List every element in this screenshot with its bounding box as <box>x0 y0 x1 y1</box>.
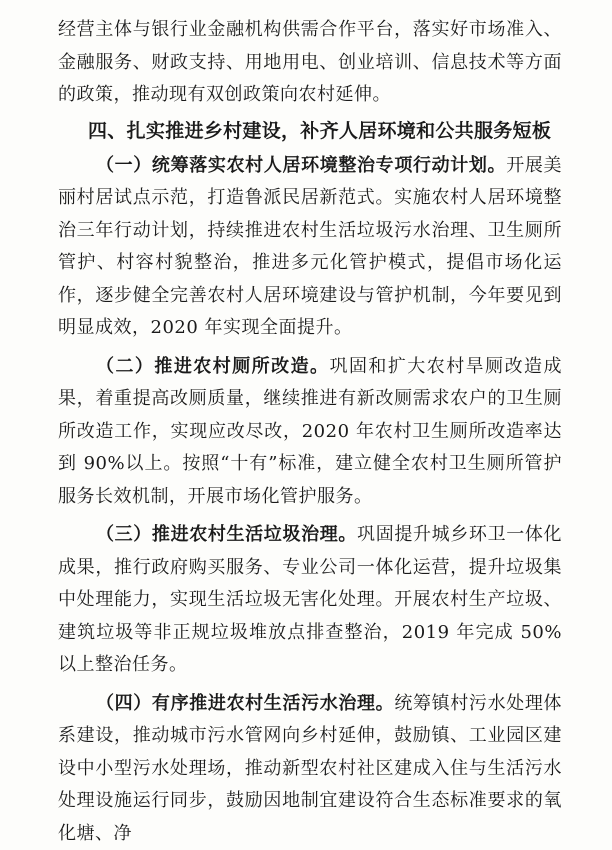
item-paragraph-3 <box>58 519 562 682</box>
item-paragraph-2 <box>58 351 562 514</box>
intro-paragraph: 经营主体与银行业金融机构供需合作平台，落实好市场准入、金融服务、财政支持、用地用电、创业培训、信息技术等方面的政策，推动现有双创政策向农村延伸。 <box>58 14 562 112</box>
item-paragraph-4 <box>58 688 562 850</box>
item-body-3: 巩固提升城乡环卫一体化成果，推行政府购买服务、专业公司一体化运营，提升垃圾集中处理能力，实现生活垃圾无害化处理。开展农村生产垃圾、建筑垃圾等非正规垃圾堆放点排查整治，2019 年完成 50%以上整治任务。 <box>58 524 562 675</box>
item-paragraph-1 <box>58 150 562 345</box>
item-lead-4: （四）有序推进农村生活污水治理。 <box>96 693 394 714</box>
section-heading: 四、扎实推进乡村建设，补齐人居环境和公共服务短板 <box>58 112 562 150</box>
item-lead-2: （二）推进农村厕所改造。 <box>96 356 329 377</box>
item-body-2: 巩固和扩大农村旱厕改造成果，着重提高改厕质量，继续推进有新改厕需求农户的卫生厕所改造工作，实现应改尽改，2020 年农村卫生厕所改造率达到 90%以上。按照“十有”标准，建立健全农村卫生厕所管护服务长效机制，开展市场化管护服务。 <box>58 356 562 507</box>
item-body-1: 开展美丽村居试点示范，打造鲁派民居新范式。实施农村人居环境整治三年行动计划，持续推进农村生活垃圾污水治理、卫生厕所管护、村容村貌整治，推进多元化管护模式，提倡市场化运作，逐步健全完善农村人居环境建设与管护机制，今年要见到明显成效，2020 年实现全面提升。 <box>58 155 562 339</box>
item-lead-3: （三）推进农村生活垃圾治理。 <box>96 524 357 545</box>
item-lead-1: （一）统筹落实农村人居环境整治专项行动计划。 <box>96 155 506 176</box>
item-body-4: 统筹镇村污水处理体系建设，推动城市污水管网向乡村延伸，鼓励镇、工业园区建设中小型污水处理场，推动新型农村社区建成入住与生活污水处理设施运行同步，鼓励因地制宜建设符合生态标准要求的氧化塘、净 <box>58 693 562 844</box>
